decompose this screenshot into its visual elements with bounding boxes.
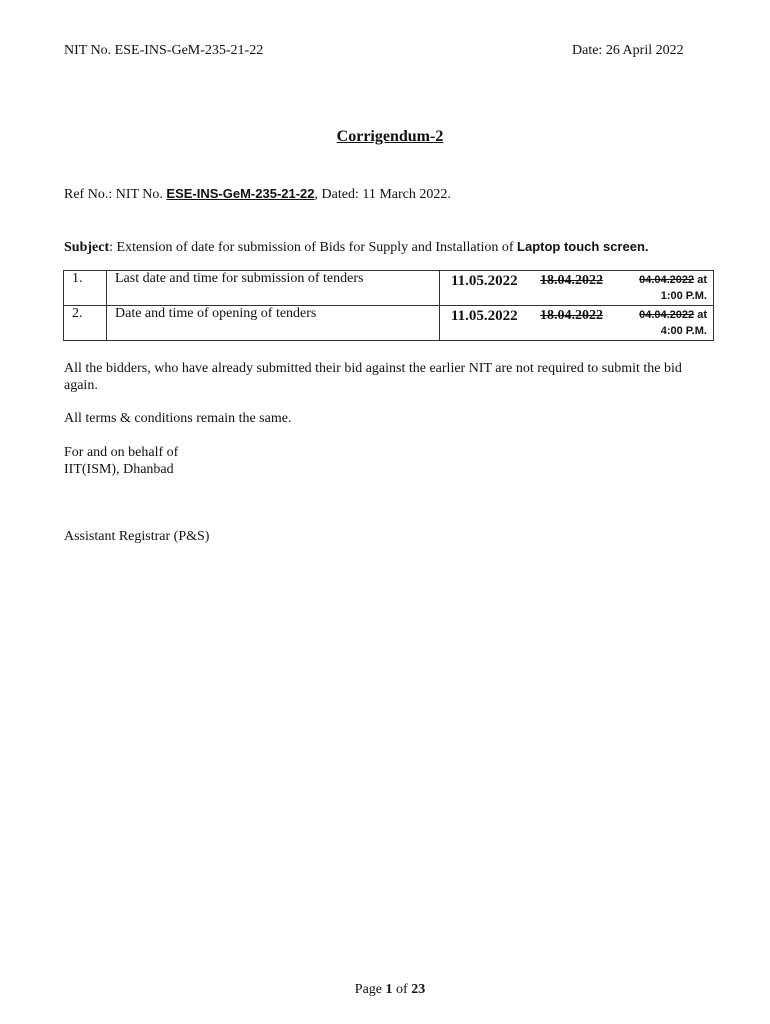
subject-text: : Extension of date for submission of Bids for Supply and Installation of <box>109 240 518 255</box>
row-description: Last date and time for submission of tenders <box>107 271 440 306</box>
superseded-time: 1:00 P.M. <box>660 290 707 302</box>
signatory-title: Assistant Registrar (P&S) <box>64 529 210 544</box>
superseded-date-1: 18.04.2022 <box>540 308 603 323</box>
superseded-time: 4:00 P.M. <box>660 325 707 337</box>
reference-number: ESE-INS-GeM-235-21-22 <box>166 186 315 201</box>
superseded-date-2 <box>639 309 707 321</box>
nit-number-header: NIT No. ESE-INS-GeM-235-21-22 <box>64 43 264 58</box>
new-date: 11.05.2022 <box>451 273 518 289</box>
terms-note: All terms & conditions remain the same. <box>64 411 292 426</box>
superseded-date-2-value: 04.04.2022 <box>639 274 695 286</box>
institute-name: IIT(ISM), Dhanbad <box>64 462 174 477</box>
superseded-date-2-value: 04.04.2022 <box>639 309 695 321</box>
new-date: 11.05.2022 <box>451 308 518 324</box>
row-dates <box>440 306 714 341</box>
subject-line <box>64 239 649 256</box>
superseded-date-2 <box>639 274 707 286</box>
reference-line <box>64 186 451 203</box>
page-footer <box>0 982 770 998</box>
table-row <box>64 271 714 306</box>
page-total: 23 <box>411 982 426 997</box>
row-number: 2. <box>64 306 107 341</box>
document-title: Corrigendum-2 <box>336 128 444 145</box>
revised-dates-table <box>63 270 714 341</box>
row-dates <box>440 271 714 306</box>
superseded-at: at <box>694 274 707 286</box>
reference-prefix: Ref No.: NIT No. <box>64 187 167 202</box>
row-description: Date and time of opening of tenders <box>107 306 440 341</box>
superseded-at: at <box>694 309 707 321</box>
subject-label: Subject <box>64 240 110 255</box>
reference-suffix: , Dated: 11 March 2022. <box>314 187 451 202</box>
behalf-line: For and on behalf of <box>64 445 179 460</box>
bidders-note: All the bidders, who have already submitted their bid against the earlier NIT are not required to submit the bid again. <box>64 361 682 393</box>
page-word: Page <box>354 982 386 997</box>
row-number: 1. <box>64 271 107 306</box>
of-word: of <box>392 982 412 997</box>
document-date: Date: 26 April 2022 <box>572 43 684 58</box>
table-row <box>64 306 714 341</box>
page-number: 1 <box>385 982 393 997</box>
subject-item: Laptop touch screen. <box>517 239 649 254</box>
superseded-date-1: 18.04.2022 <box>540 273 603 288</box>
